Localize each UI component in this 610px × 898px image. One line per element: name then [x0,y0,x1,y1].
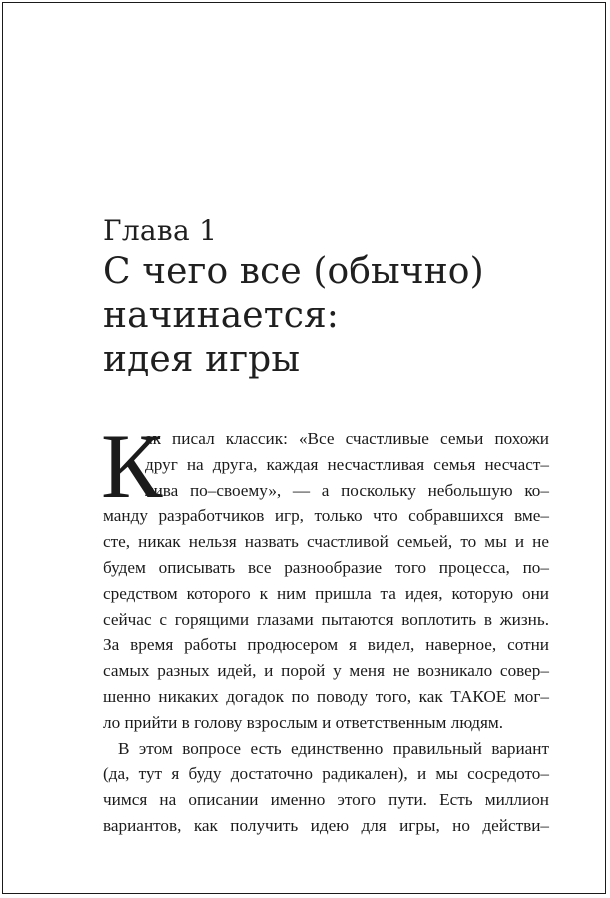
paragraph-line: ло прийти в голову взрослым и ответственным людям. [103,712,504,732]
chapter-title-line-2: начинается: [103,295,340,336]
chapter-title [103,250,484,382]
paragraph-line: (да, тут я буду достаточно радикален), и мы сосредото– [103,764,549,784]
chapter-heading [103,214,484,382]
paragraph-line: манду разработчиков игр, только что собравшихся вме– [103,506,549,526]
paragraph-line: средством которого к ним пришла та идея, которую они [103,583,549,603]
paragraph-line: В этом вопросе есть единственно правильный вариант [118,738,549,758]
paragraph-line: За время работы продюсером я видел, наверное, сотни [103,635,549,655]
drop-cap: К [101,415,163,517]
paragraph-1 [101,415,549,736]
paragraph-line: ак писал классик: «Все счастливые семьи похожи [145,429,549,448]
drop-cap-lines [103,426,549,503]
paragraph-line: шенно никаких догадок по поводу того, как ТАКОЕ мог– [103,686,549,706]
paragraph-line: вариантов, как получить идею для игры, но действи– [103,815,549,835]
paragraph-line: чимся на описании именно этого пути. Есть миллион [103,790,549,810]
body-text [101,415,549,839]
chapter-title-line-3: идея игры [103,339,301,380]
paragraph-line: лива по–своему», — а поскольку небольшую ко– [145,480,549,500]
paragraph-2 [103,736,549,839]
chapter-label: Глава 1 [103,214,218,247]
paragraph-line: самых разных идей, и порой у меня не возникало совер– [103,661,549,681]
paragraph-line: будем описывать все разнообразие того процесса, по– [103,557,549,577]
paragraph-line: сте, никак нельзя назвать счастливой семьей, то мы и не [103,532,549,552]
paragraph-line: друг на друга, каждая несчастливая семья несчаст– [145,454,549,474]
paragraph-line: сейчас с горящими глазами пытаются воплотить в жизнь. [103,609,549,629]
chapter-title-line-1: С чего все (обычно) [103,251,484,292]
